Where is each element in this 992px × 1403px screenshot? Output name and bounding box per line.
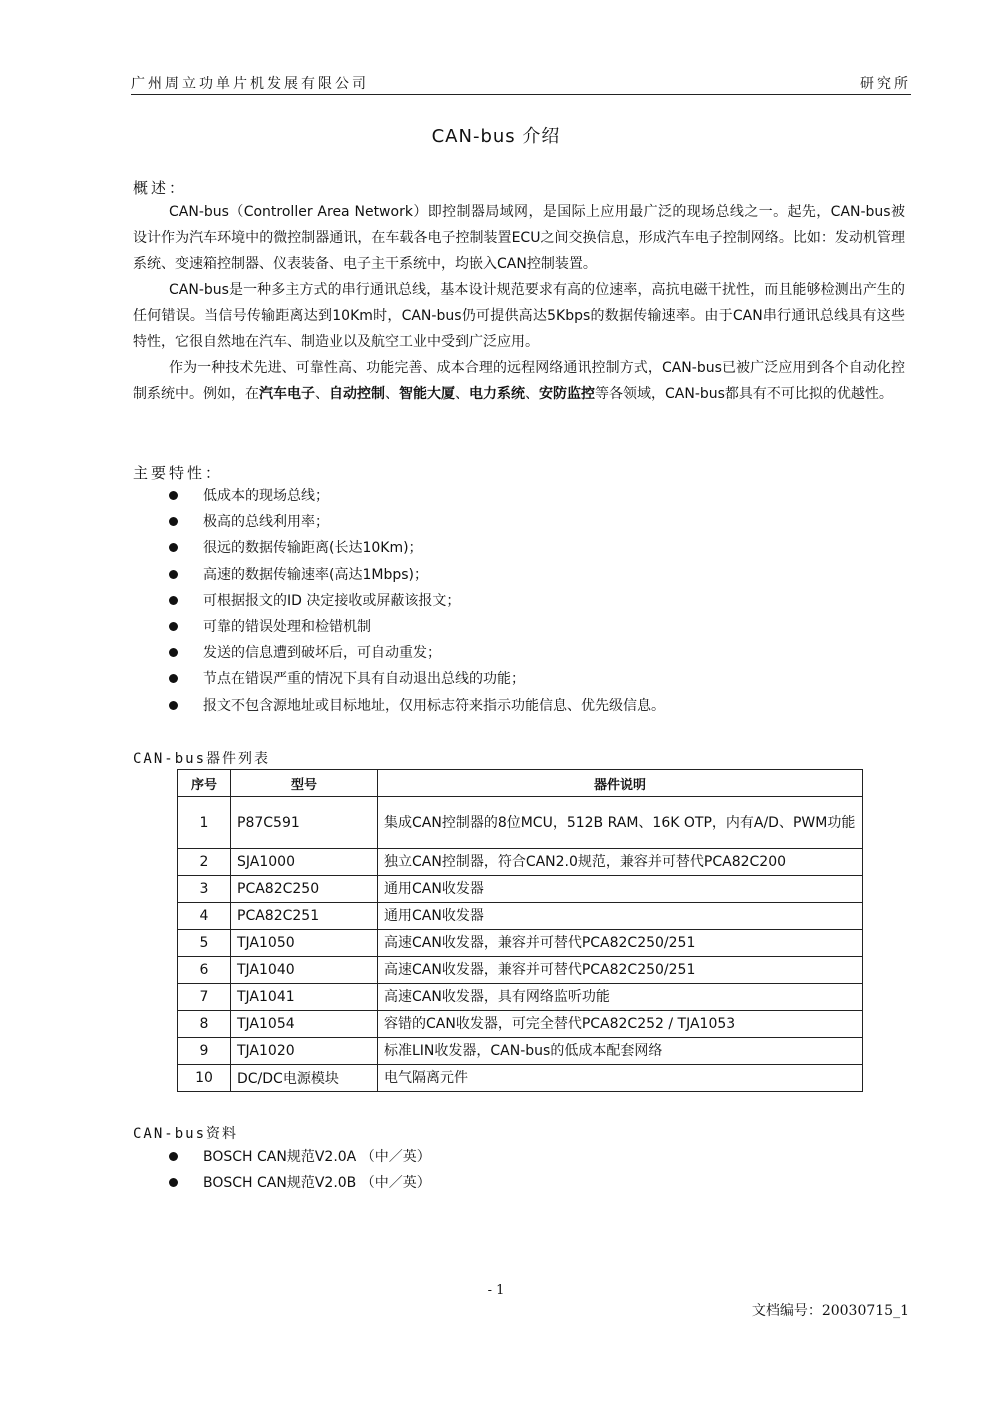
parts-table <box>177 769 863 1092</box>
bullet-icon <box>169 517 178 526</box>
column-header-no: 序号 <box>178 770 231 797</box>
cell-desc: 通用CAN收发器 <box>378 903 863 930</box>
bold-term: 电力系统 <box>469 386 525 402</box>
column-header-model: 型号 <box>231 770 378 797</box>
bullet-icon <box>169 491 178 500</box>
cell-no: 7 <box>178 984 231 1011</box>
table-row <box>178 957 863 984</box>
cell-desc: 集成CAN控制器的8位MCU，512B RAM、16K OTP，内有A/D、PWM功能 <box>378 797 863 849</box>
overview-paragraph-3: 作为一种技术先进、可靠性高、功能完善、成本合理的远程网络通讯控制方式，CAN-bus已被广泛应用到各个自动化控制系统中。例如，在汽车电子、自动控制、智能大厦、电力系统、安防监控等各领域，CAN-bus都具有不可比拟的优越性。 <box>133 360 905 402</box>
table-header-row <box>178 770 863 797</box>
features-list <box>0 485 992 721</box>
cell-model: PCA82C250 <box>231 876 378 903</box>
cell-model: TJA1050 <box>231 930 378 957</box>
cell-no: 3 <box>178 876 231 903</box>
bullet-icon <box>169 1152 178 1161</box>
list-item: 报文不包含源地址或目标地址，仅用标志符来指示功能信息、优先级信息。 <box>0 695 992 721</box>
bold-term: 智能大厦 <box>399 386 455 402</box>
cell-desc: 独立CAN控制器，符合CAN2.0规范，兼容并可替代PCA82C200 <box>378 849 863 876</box>
table-row <box>178 876 863 903</box>
list-item: 低成本的现场总线； <box>0 485 992 511</box>
table-row <box>178 903 863 930</box>
list-item: BOSCH CAN规范V2.0B （中／英） <box>0 1172 992 1198</box>
bold-term: 自动控制 <box>329 386 385 402</box>
cell-no: 10 <box>178 1065 231 1092</box>
cell-desc: 标准LIN收发器，CAN-bus的低成本配套网络 <box>378 1038 863 1065</box>
table-row <box>178 1065 863 1092</box>
bullet-icon <box>169 596 178 605</box>
bullet-icon <box>169 674 178 683</box>
table-title: CAN-bus器件列表 <box>133 751 271 767</box>
bullet-icon <box>169 648 178 657</box>
bullet-icon <box>169 622 178 631</box>
list-item: BOSCH CAN规范V2.0A （中／英） <box>0 1146 992 1172</box>
overview-paragraph-1: CAN-bus（Controller Area Network）即控制器局域网，是国际上应用最广泛的现场总线之一。起先，CAN-bus被设计作为汽车环境中的微控制器通讯，在车载各电子控制装置ECU之间交换信息，形成汽车电子控制网络。比如：发动机管理系统、变速箱控制器、仪表装备、电子主干系统中，均嵌入CAN控制装置。 <box>133 204 905 272</box>
list-item: 高速的数据传输速率(高达1Mbps)； <box>0 564 992 590</box>
resources-list <box>0 1146 992 1198</box>
cell-model: PCA82C251 <box>231 903 378 930</box>
overview-heading: 概述： <box>133 179 188 197</box>
list-item: 可根据报文的ID 决定接收或屏蔽该报文； <box>0 590 992 616</box>
page-number: - 1 <box>487 1283 505 1298</box>
resources-heading: CAN-bus资料 <box>133 1126 239 1142</box>
table-row <box>178 930 863 957</box>
column-header-desc: 器件说明 <box>378 770 863 797</box>
cell-desc: 电气隔离元件 <box>378 1065 863 1092</box>
cell-no: 4 <box>178 903 231 930</box>
table-row <box>178 797 863 849</box>
cell-desc: 容错的CAN收发器，可完全替代PCA82C252 / TJA1053 <box>378 1011 863 1038</box>
cell-model: DC/DC电源模块 <box>231 1065 378 1092</box>
cell-no: 8 <box>178 1011 231 1038</box>
list-item: 可靠的错误处理和检错机制 <box>0 616 992 642</box>
cell-no: 9 <box>178 1038 231 1065</box>
bullet-icon <box>169 570 178 579</box>
document-id: 文档编号：20030715_1 <box>751 1303 909 1319</box>
bold-term: 汽车电子 <box>259 386 315 402</box>
cell-model: TJA1040 <box>231 957 378 984</box>
cell-no: 1 <box>178 797 231 849</box>
cell-desc: 高速CAN收发器，兼容并可替代PCA82C250/251 <box>378 930 863 957</box>
features-heading: 主要特性： <box>133 464 224 482</box>
cell-model: P87C591 <box>231 797 378 849</box>
table-row <box>178 1038 863 1065</box>
bullet-icon <box>169 1178 178 1187</box>
cell-no: 5 <box>178 930 231 957</box>
bullet-icon <box>169 701 178 710</box>
department-name: 研究所 <box>860 76 911 92</box>
cell-model: TJA1054 <box>231 1011 378 1038</box>
company-name: 广州周立功单片机发展有限公司 <box>131 76 369 92</box>
bold-term: 安防监控 <box>539 386 595 402</box>
table-row <box>178 849 863 876</box>
table-row <box>178 984 863 1011</box>
document-title: CAN-bus 介绍 <box>431 126 561 147</box>
cell-no: 6 <box>178 957 231 984</box>
overview-paragraph-2: CAN-bus是一种多主方式的串行通讯总线，基本设计规范要求有高的位速率，高抗电磁干扰性，而且能够检测出产生的任何错误。当信号传输距离达到10Km时，CAN-bus仍可提供高达5Kbps的数据传输速率。由于CAN串行通讯总线具有这些特性，它很自然地在汽车、制造业以及航空工业中受到广泛应用。 <box>133 282 905 350</box>
bullet-icon <box>169 543 178 552</box>
cell-model: SJA1000 <box>231 849 378 876</box>
cell-desc: 高速CAN收发器，具有网络监听功能 <box>378 984 863 1011</box>
table-row <box>178 1011 863 1038</box>
cell-model: TJA1041 <box>231 984 378 1011</box>
cell-desc: 高速CAN收发器，兼容并可替代PCA82C250/251 <box>378 957 863 984</box>
list-item: 很远的数据传输距离(长达10Km)； <box>0 537 992 563</box>
page-header <box>131 70 911 95</box>
list-item: 发送的信息遭到破坏后，可自动重发； <box>0 642 992 668</box>
cell-model: TJA1020 <box>231 1038 378 1065</box>
list-item: 节点在错误严重的情况下具有自动退出总线的功能； <box>0 668 992 694</box>
cell-desc: 通用CAN收发器 <box>378 876 863 903</box>
list-item: 极高的总线利用率； <box>0 511 992 537</box>
cell-no: 2 <box>178 849 231 876</box>
